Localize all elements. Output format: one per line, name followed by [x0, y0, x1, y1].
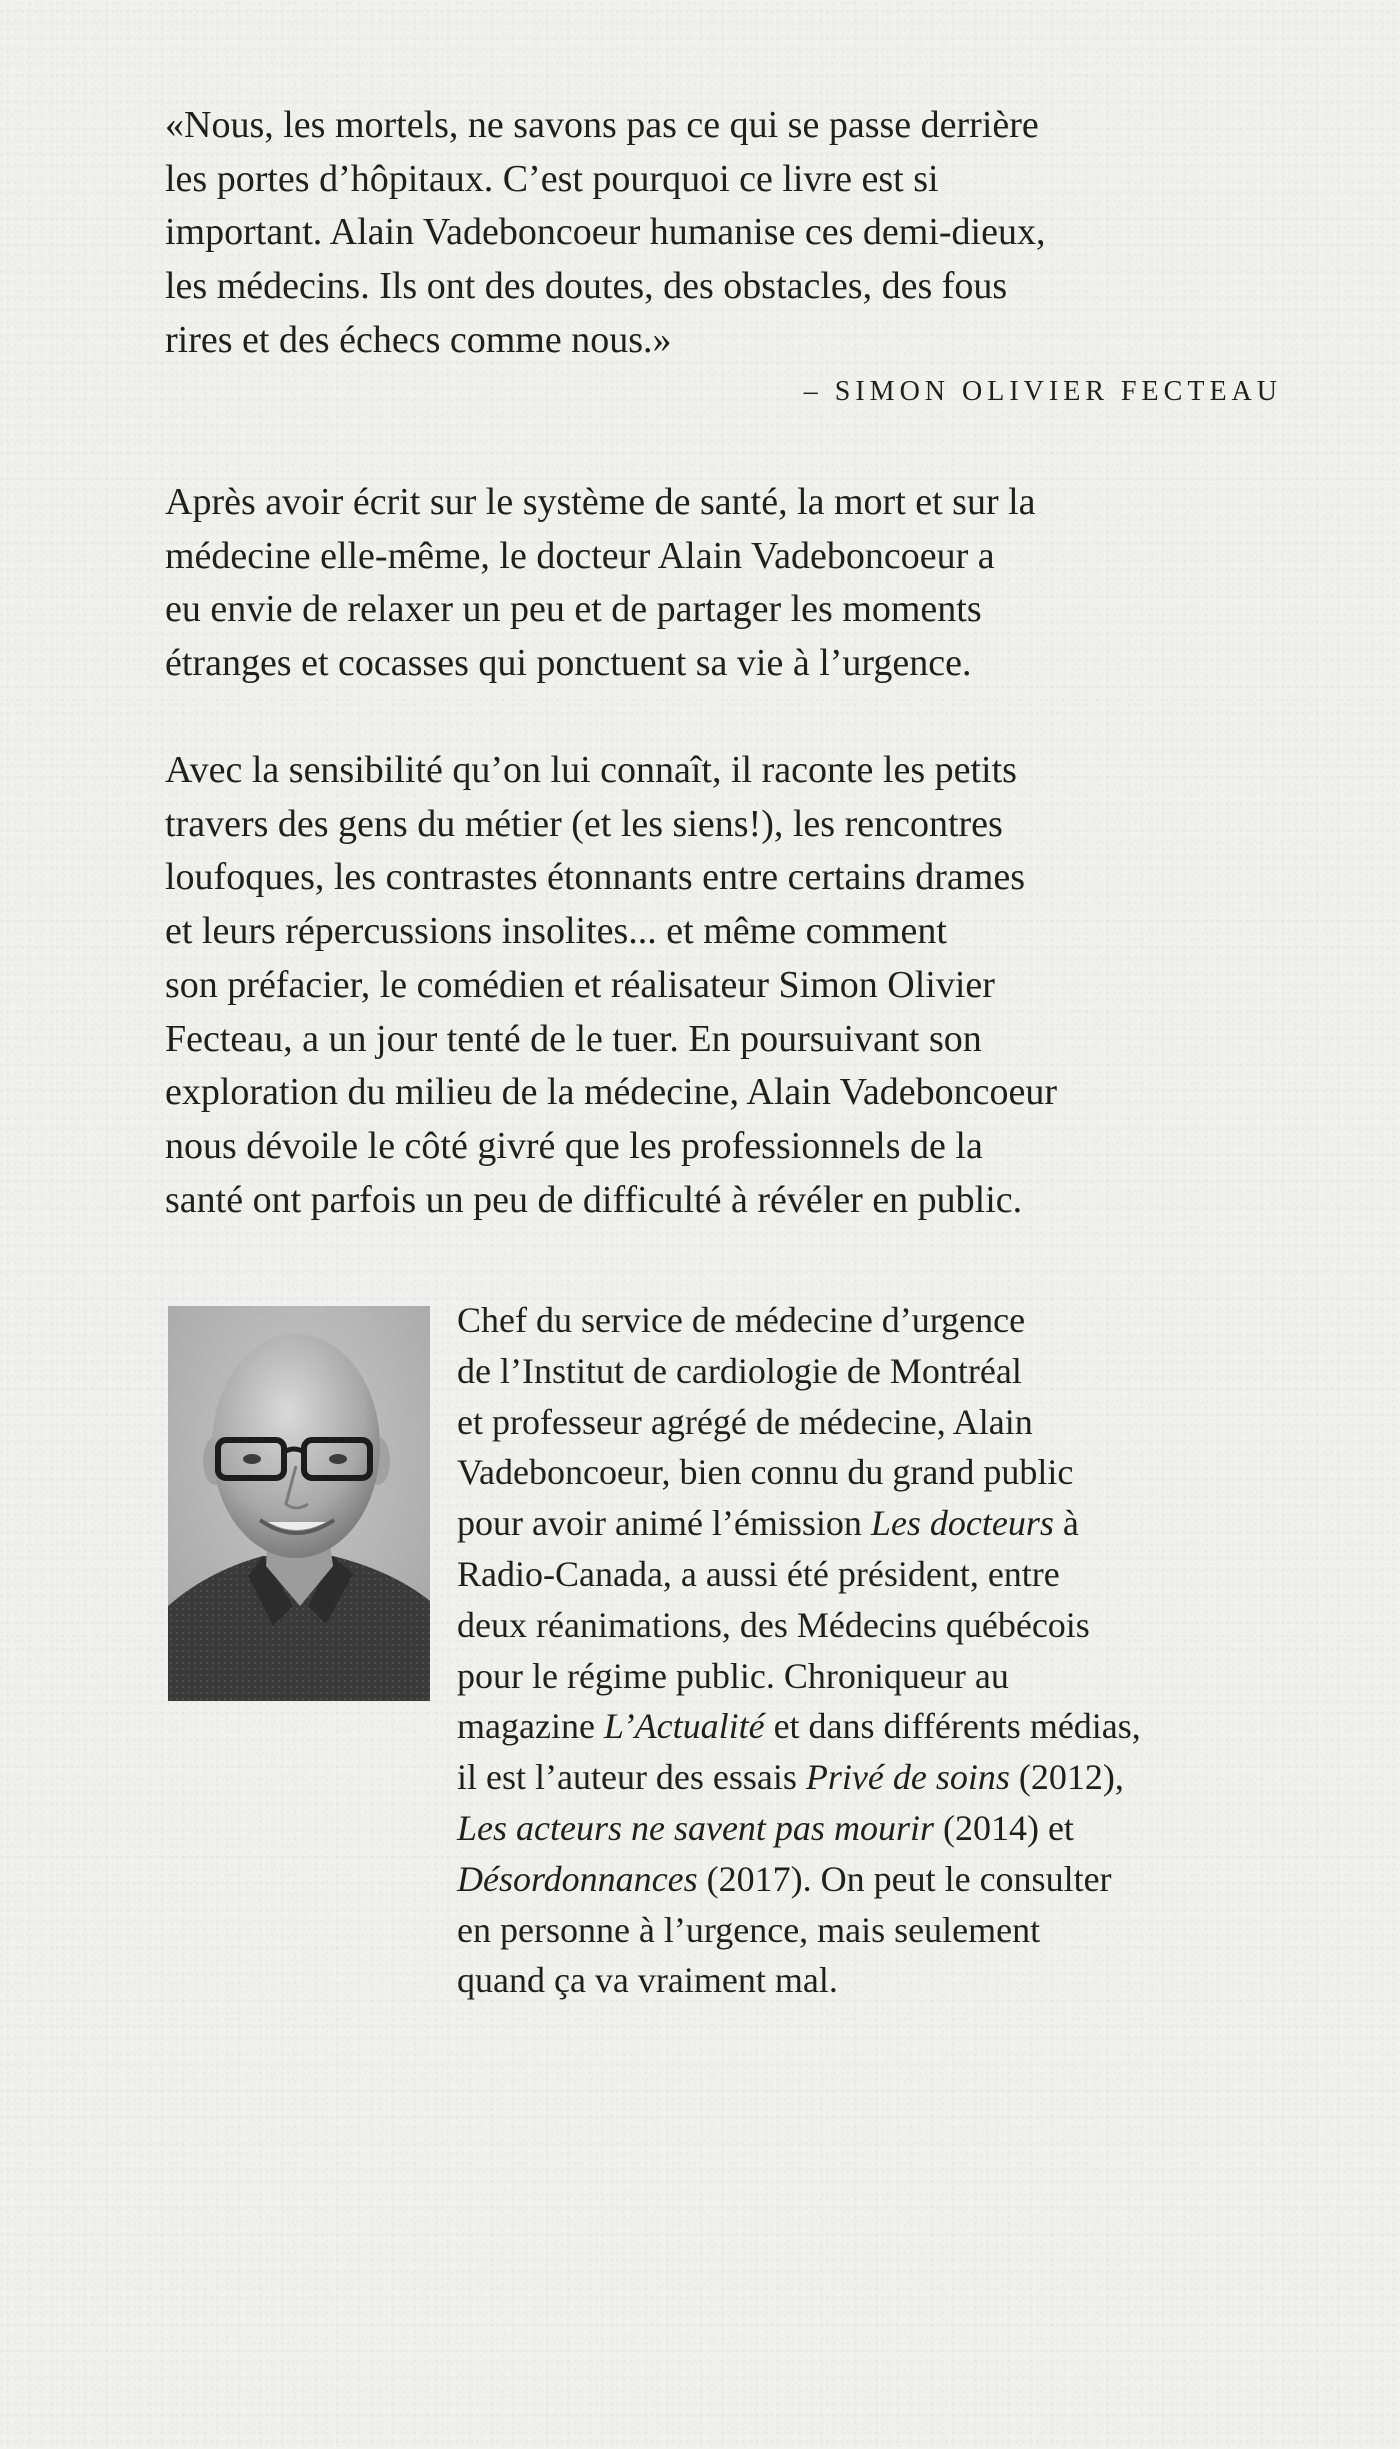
book-title: Désordonnances — [457, 1858, 698, 1899]
quote-line: «Nous, les mortels, ne savons pas ce qui se passe derrière — [165, 104, 1039, 146]
bio-line: deux réanimations, des Médecins québécois — [457, 1604, 1090, 1645]
bio-line: et professeur agrégé de médecine, Alain — [457, 1401, 1033, 1442]
bio-line: en personne à l’urgence, mais seulement — [457, 1909, 1041, 1950]
quote-line: les portes d’hôpitaux. C’est pourquoi ce livre est si — [165, 157, 939, 200]
author-portrait-icon — [168, 1306, 430, 1701]
paragraph-line: médecine elle-même, le docteur Alain Vadeboncoeur a — [165, 534, 995, 577]
description-paragraph-2 — [165, 744, 1285, 1227]
bio-line: Radio-Canada, a aussi été président, entre — [457, 1553, 1060, 1594]
paragraph-line: Fecteau, a un jour tenté de le tuer. En poursuivant son — [165, 1017, 982, 1060]
paragraph-line: étranges et cocasses qui ponctuent sa vie à l’urgence. — [165, 642, 972, 685]
bio-text: à — [1053, 1503, 1079, 1544]
bio-line — [457, 1803, 1297, 1854]
bio-line: Chef du service de médecine d’urgence — [457, 1300, 1026, 1340]
bio-text: il est l’auteur des essais — [457, 1757, 806, 1798]
book-title: Privé de soins — [805, 1757, 1010, 1798]
description-paragraph-1 — [165, 476, 1285, 691]
author-bio — [457, 1295, 1297, 2006]
paragraph-line: eu envie de relaxer un peu et de partager les moments — [165, 588, 982, 631]
bio-text: pour avoir animé l’émission — [457, 1503, 871, 1544]
quote-line: important. Alain Vadeboncoeur humanise ces demi-dieux, — [165, 211, 1046, 254]
bio-line: pour le régime public. Chroniqueur au — [457, 1655, 1009, 1696]
bio-text: magazine — [457, 1706, 604, 1747]
paragraph-line: son préfacier, le comédien et réalisateur Simon Olivier — [165, 963, 995, 1006]
endorsement-quote — [165, 99, 1285, 368]
quote-line: rires et des échecs comme nous.» — [165, 318, 672, 361]
paragraph-line: loufoques, les contrastes étonnants entre certains drames — [165, 856, 1025, 899]
bio-line: Vadeboncoeur, bien connu du grand public — [457, 1452, 1074, 1493]
bio-line — [457, 1498, 1297, 1549]
book-title: Les acteurs ne savent pas mourir — [457, 1807, 934, 1848]
paragraph-line: et leurs répercussions insolites... et même comment — [165, 910, 947, 953]
bio-line: quand ça va vraiment mal. — [457, 1960, 838, 2001]
quote-line: les médecins. Ils ont des doutes, des obstacles, des fous — [165, 265, 1008, 308]
bio-line — [457, 1701, 1297, 1752]
paragraph-line: nous dévoile le côté givré que les professionnels de la — [165, 1124, 983, 1167]
paragraph-line: Après avoir écrit sur le système de santé, la mort et sur la — [165, 481, 1036, 523]
bio-line: de l’Institut de cardiologie de Montréal — [457, 1350, 1022, 1391]
paragraph-line: exploration du milieu de la médecine, Alain Vadeboncoeur — [165, 1071, 1058, 1114]
paragraph-line: santé ont parfois un peu de difficulté à révéler en public. — [165, 1178, 1023, 1221]
bio-text: et dans différents médias, — [764, 1706, 1141, 1747]
bio-text: (2014) et — [933, 1807, 1074, 1848]
author-portrait-svg — [168, 1306, 430, 1701]
paragraph-line: travers des gens du métier (et les siens!), les rencontres — [165, 802, 1003, 845]
magazine-title: L’Actualité — [603, 1706, 765, 1747]
quote-attribution: – SIMON OLIVIER FECTEAU — [803, 376, 1282, 407]
show-title: Les docteurs — [870, 1503, 1054, 1544]
bio-line — [457, 1752, 1297, 1803]
bio-text: (2012), — [1009, 1757, 1124, 1798]
bio-line — [457, 1854, 1297, 1905]
paragraph-line: Avec la sensibilité qu’on lui connaît, il raconte les petits — [165, 749, 1017, 791]
bio-text: (2017). On peut le consulter — [697, 1858, 1112, 1899]
